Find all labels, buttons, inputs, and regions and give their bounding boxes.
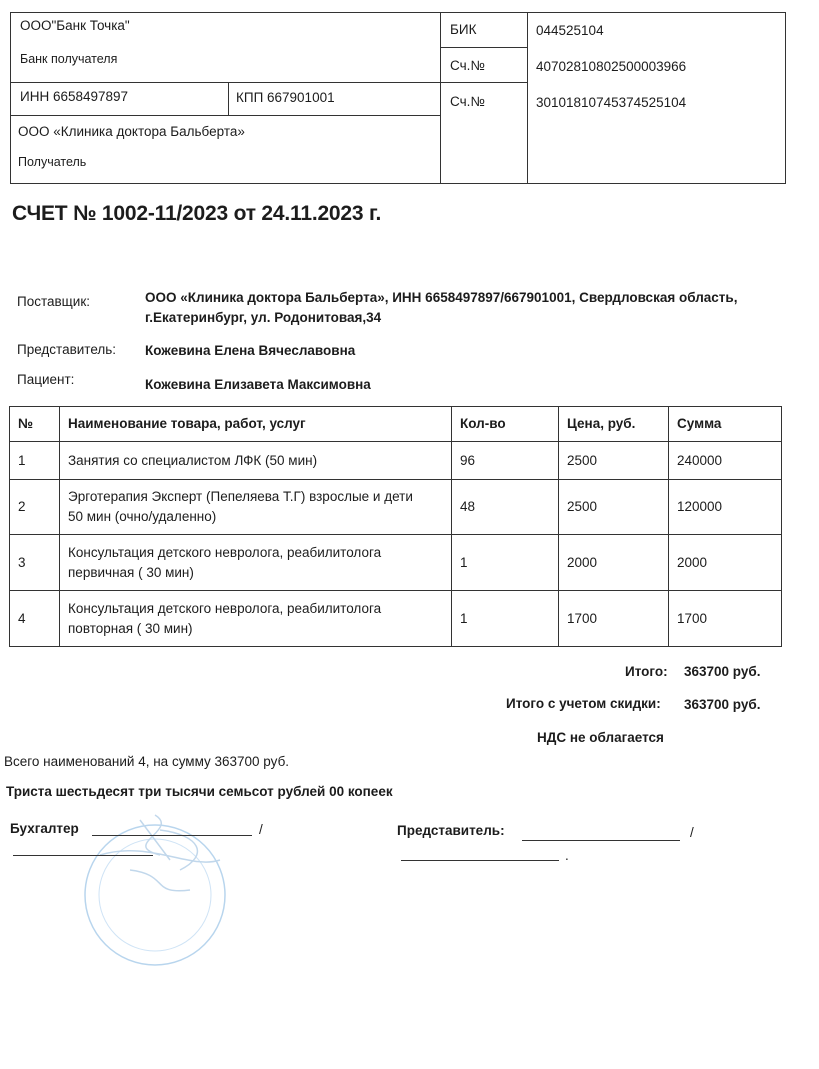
header-qty: Кол-во [452, 407, 559, 442]
vat-note: НДС не облагается [537, 730, 664, 745]
row-price: 1700 [559, 591, 669, 647]
accountant-label: Бухгалтер [10, 821, 79, 836]
row-number: 4 [10, 591, 60, 647]
accountant-slash: / [259, 822, 263, 837]
row-number: 2 [10, 480, 60, 535]
representative-name-line [401, 860, 559, 861]
accountant-name-line [13, 855, 153, 856]
row-name [60, 535, 452, 591]
header-price: Цена, руб. [559, 407, 669, 442]
kpp-value: КПП 667901001 [236, 90, 335, 105]
table-row [10, 535, 782, 591]
row-price: 2500 [559, 480, 669, 535]
corr-account-value: 30101810745374525104 [536, 95, 687, 110]
header-number: № [10, 407, 60, 442]
discount-total-label: Итого с учетом скидки: [506, 696, 661, 711]
supplier-value-line2: г.Екатеринбург, ул. Родонитовая,34 [145, 310, 382, 325]
row-qty: 96 [452, 442, 559, 480]
row-number: 1 [10, 442, 60, 480]
items-table [9, 406, 782, 647]
row-sum: 2000 [669, 535, 782, 591]
amount-in-words: Триста шестьдесят три тысячи семьсот рублей 00 копеек [6, 784, 393, 799]
bik-value: 044525104 [536, 23, 604, 38]
bik-label: БИК [450, 22, 477, 37]
header-name: Наименование товара, работ, услуг [60, 407, 452, 442]
bank-details-block [10, 12, 786, 184]
row-qty: 48 [452, 480, 559, 535]
summary-line: Всего наименований 4, на сумму 363700 руб. [4, 754, 290, 769]
row-name [60, 591, 452, 647]
row-sum: 120000 [669, 480, 782, 535]
inn-value: ИНН 6658497897 [20, 89, 129, 104]
representative-dot: . [565, 848, 569, 863]
recipient-bank-caption: Банк получателя [20, 52, 118, 66]
row-name [60, 442, 452, 480]
row-number: 3 [10, 535, 60, 591]
table-row [10, 480, 782, 535]
patient-label: Пациент: [17, 372, 75, 387]
row-qty: 1 [452, 591, 559, 647]
row-name-line1: Занятия со специалистом ЛФК (50 мин) [68, 452, 318, 468]
supplier-label: Поставщик: [17, 294, 90, 309]
total-label: Итого: [625, 664, 668, 679]
table-row [10, 442, 782, 480]
row-sum: 240000 [669, 442, 782, 480]
recipient-caption: Получатель [18, 155, 87, 169]
row-name-line1: Консультация детского невролога, реабилитолога [68, 544, 382, 560]
stamp-signature-image [60, 800, 260, 970]
row-price: 2000 [559, 535, 669, 591]
patient-value: Кожевина Елизавета Максимовна [145, 377, 371, 392]
corr-account-label: Сч.№ [450, 94, 485, 109]
invoice-title: СЧЕТ № 1002-11/2023 от 24.11.2023 г. [12, 202, 382, 225]
row-name-line1: Эрготерапия Эксперт (Пепеляева Т.Г) взрослые и дети [68, 489, 413, 504]
row-name-line1: Консультация детского невролога, реабилитолога [68, 600, 382, 616]
row-name [60, 480, 452, 535]
total-value: 363700 руб. [684, 664, 761, 679]
recipient-bank-name: ООО"Банк Точка" [20, 18, 130, 33]
representative-label: Представитель: [17, 342, 117, 357]
row-price: 2500 [559, 442, 669, 480]
representative-signature-line [522, 840, 680, 841]
account-value: 40702810802500003966 [536, 59, 687, 74]
representative-signature-label: Представитель: [397, 823, 505, 838]
table-row [10, 591, 782, 647]
recipient-name: ООО «Клиника доктора Бальберта» [18, 124, 245, 139]
table-header-row [10, 407, 782, 442]
row-name-line2: первичная ( 30 мин) [68, 564, 194, 580]
representative-value: Кожевина Елена Вячеславовна [145, 343, 356, 358]
discount-total-value: 363700 руб. [684, 697, 761, 712]
representative-slash: / [690, 825, 694, 840]
supplier-value-line1: ООО «Клиника доктора Бальберта», ИНН 6658497897/667901001, Свердловская область, [145, 290, 738, 305]
row-qty: 1 [452, 535, 559, 591]
account-label: Сч.№ [450, 58, 485, 73]
row-sum: 1700 [669, 591, 782, 647]
row-name-line2: повторная ( 30 мин) [68, 620, 193, 636]
accountant-signature-line [92, 835, 252, 836]
header-sum: Сумма [669, 407, 782, 442]
row-name-line2: 50 мин (очно/удаленно) [68, 509, 217, 524]
